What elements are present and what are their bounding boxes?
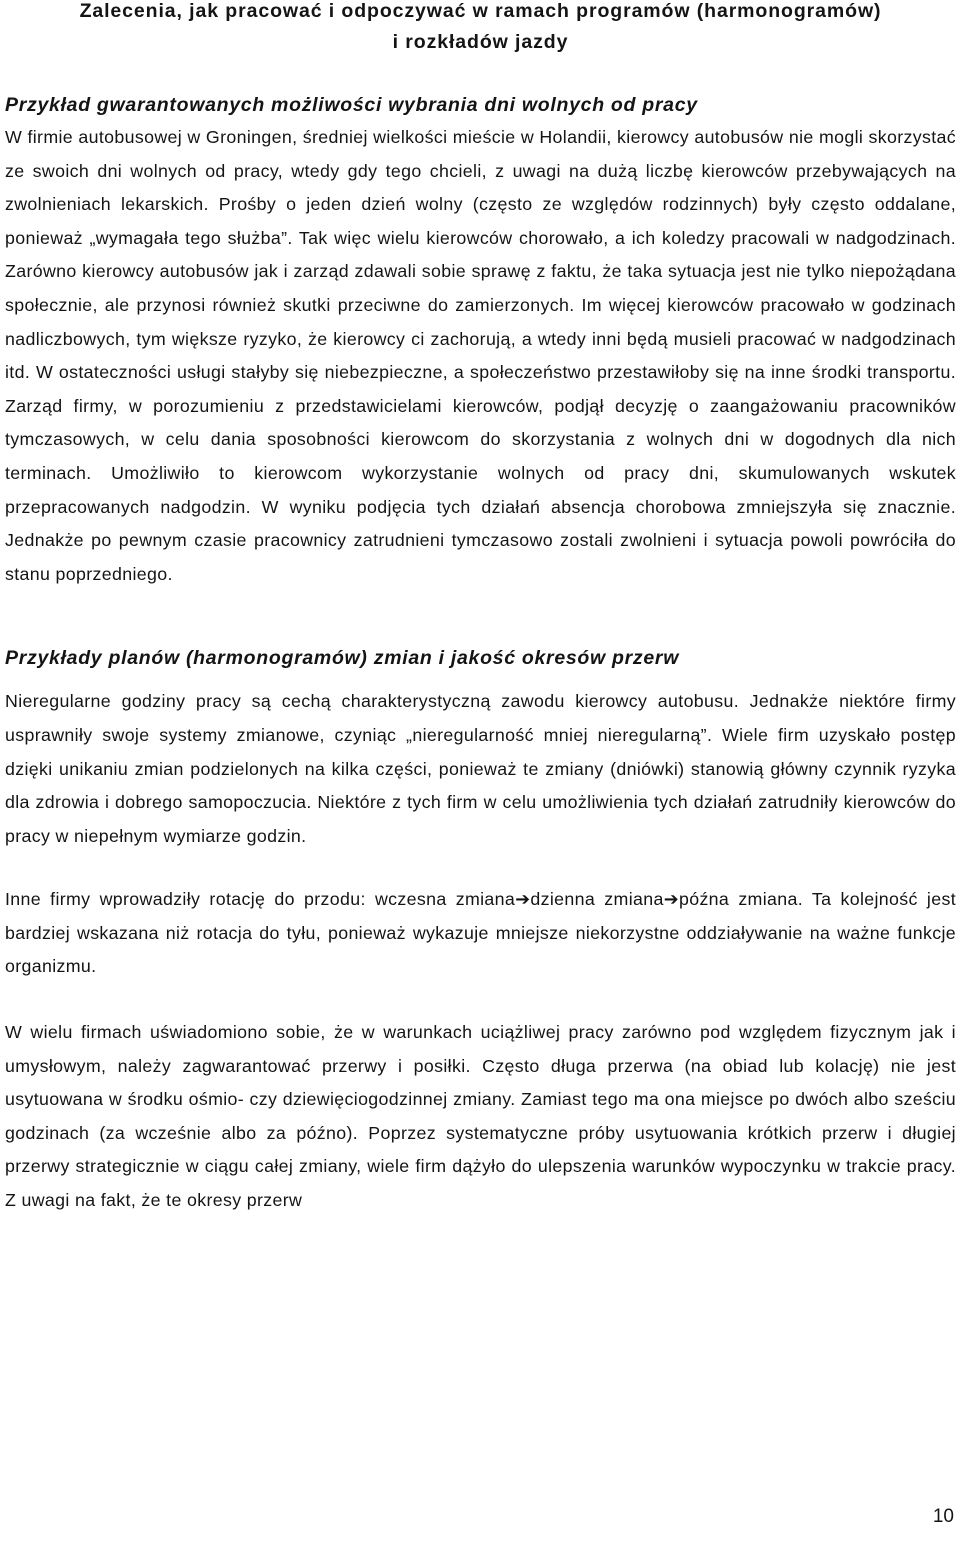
section-2-paragraph-3: W wielu firmach uświadomiono sobie, że w warunkach uciążliwej pracy zarówno pod względem fizycznym jak i umysłowym, należy zagwarantować przerwy i posiłki. Często długa przerwa (na obiad lub kolację) nie jest usytuowana w środku ośmio- czy dziewięciogodzinnej zmiany. Zamiast tego ma ona miejsce po dwóch albo sześciu godzinach (za wcześnie albo za późno). Poprzez systematyczne próby usytuowania krótkich przerw i długiej przerwy strategicznie w ciągu całej zmiany, wiele firm dążyło do ulepszenia warunków wypoczynku w trakcie pracy. Z uwagi na fakt, że te okresy przerw [5,1022,956,1211]
section-2-paragraph-1: Nieregularne godziny pracy są cechą charakterystyczną zawodu kierowcy autobusu. Jednakże niektóre firmy usprawniły swoje systemy zmianowe, czyniąc „nieregularność mniej nieregularną”. Wiele firm uzyskało postęp dzięki unikaniu zmian podzielonych na kilka części, ponieważ te zmiany (dniówki) stanowią główny czynnik ryzyka dla zdrowia i dobrego samopoczucia. Niektóre z tych firm w celu umożliwienia tych działań zatrudniły kierowców do pracy w niepełnym wymiarze godzin. [5,691,956,846]
document-title-line-1: Zalecenia, jak pracować i odpoczywać w ramach programów (harmonogramów) [79,0,882,22]
section-1-paragraph: W firmie autobusowej w Groningen, średniej wielkości mieście w Holandii, kierowcy autobusów nie mogli skorzystać ze swoich dni wolnych od pracy, wtedy gdy tego chcieli, z uwagi na dużą liczbę kierowców przebywających na zwolnieniach lekarskich. Prośby o jeden dzień wolny (często ze względów rodzinnych) były często oddalane, ponieważ „wymagała tego służba”. Tak więc wielu kierowców chorowało, a ich koledzy pracowali w nadgodzinach. Zarówno kierowcy autobusów jak i zarząd zdawali sobie sprawę z faktu, że taka sytuacja jest nie tylko niepożądana społecznie, ale przynosi również skutki przeciwne do zamierzonych. Im więcej kierowców pracowało w godzinach nadliczbowych, tym większe ryzyko, że kierowcy ci zachorują, a wtedy inni będą musieli pracować w nadgodzinach itd. W ostateczności usługi stałyby się niebezpieczne, a społeczeństwo przestawiłoby się na inne środki transportu. Zarząd firmy, w porozumieniu z przedstawicielami kierowców, podjął decyzję o zaangażowaniu pracowników tymczasowych, w celu dania sposobności kierowcom do skorzystania z wolnych dni w dogodnych dla nich terminach. Umożliwiło to kierowcom wykorzystanie wolnych od pracy dni, skumulowanych wskutek przepracowanych nadgodzin. W wyniku podjęcia tych działań absencja chorobowa zmniejszyła się znacznie. Jednakże po pewnym czasie pracownicy zatrudnieni tymczasowo zostali zwolnieni i sytuacja powoli powróciła do stanu poprzedniego. [5,127,956,584]
section-2-paragraph-2: Inne firmy wprowadziły rotację do przodu: wczesna zmiana➔dzienna zmiana➔późna zmiana. Ta kolejność jest bardziej wskazana niż rotacja do tyłu, ponieważ wykazuje mniejsze niekorzystne oddziaływanie na ważne funkcje organizmu. [5,889,956,977]
document-title-line-2: i rozkładów jazdy [392,31,569,53]
page-number: 10 [932,1506,954,1527]
section-1-heading: Przykład gwarantowanych możliwości wybrania dni wolnych od pracy [5,94,698,116]
section-2-heading: Przykłady planów (harmonogramów) zmian i jakość okresów przerw [5,647,680,670]
